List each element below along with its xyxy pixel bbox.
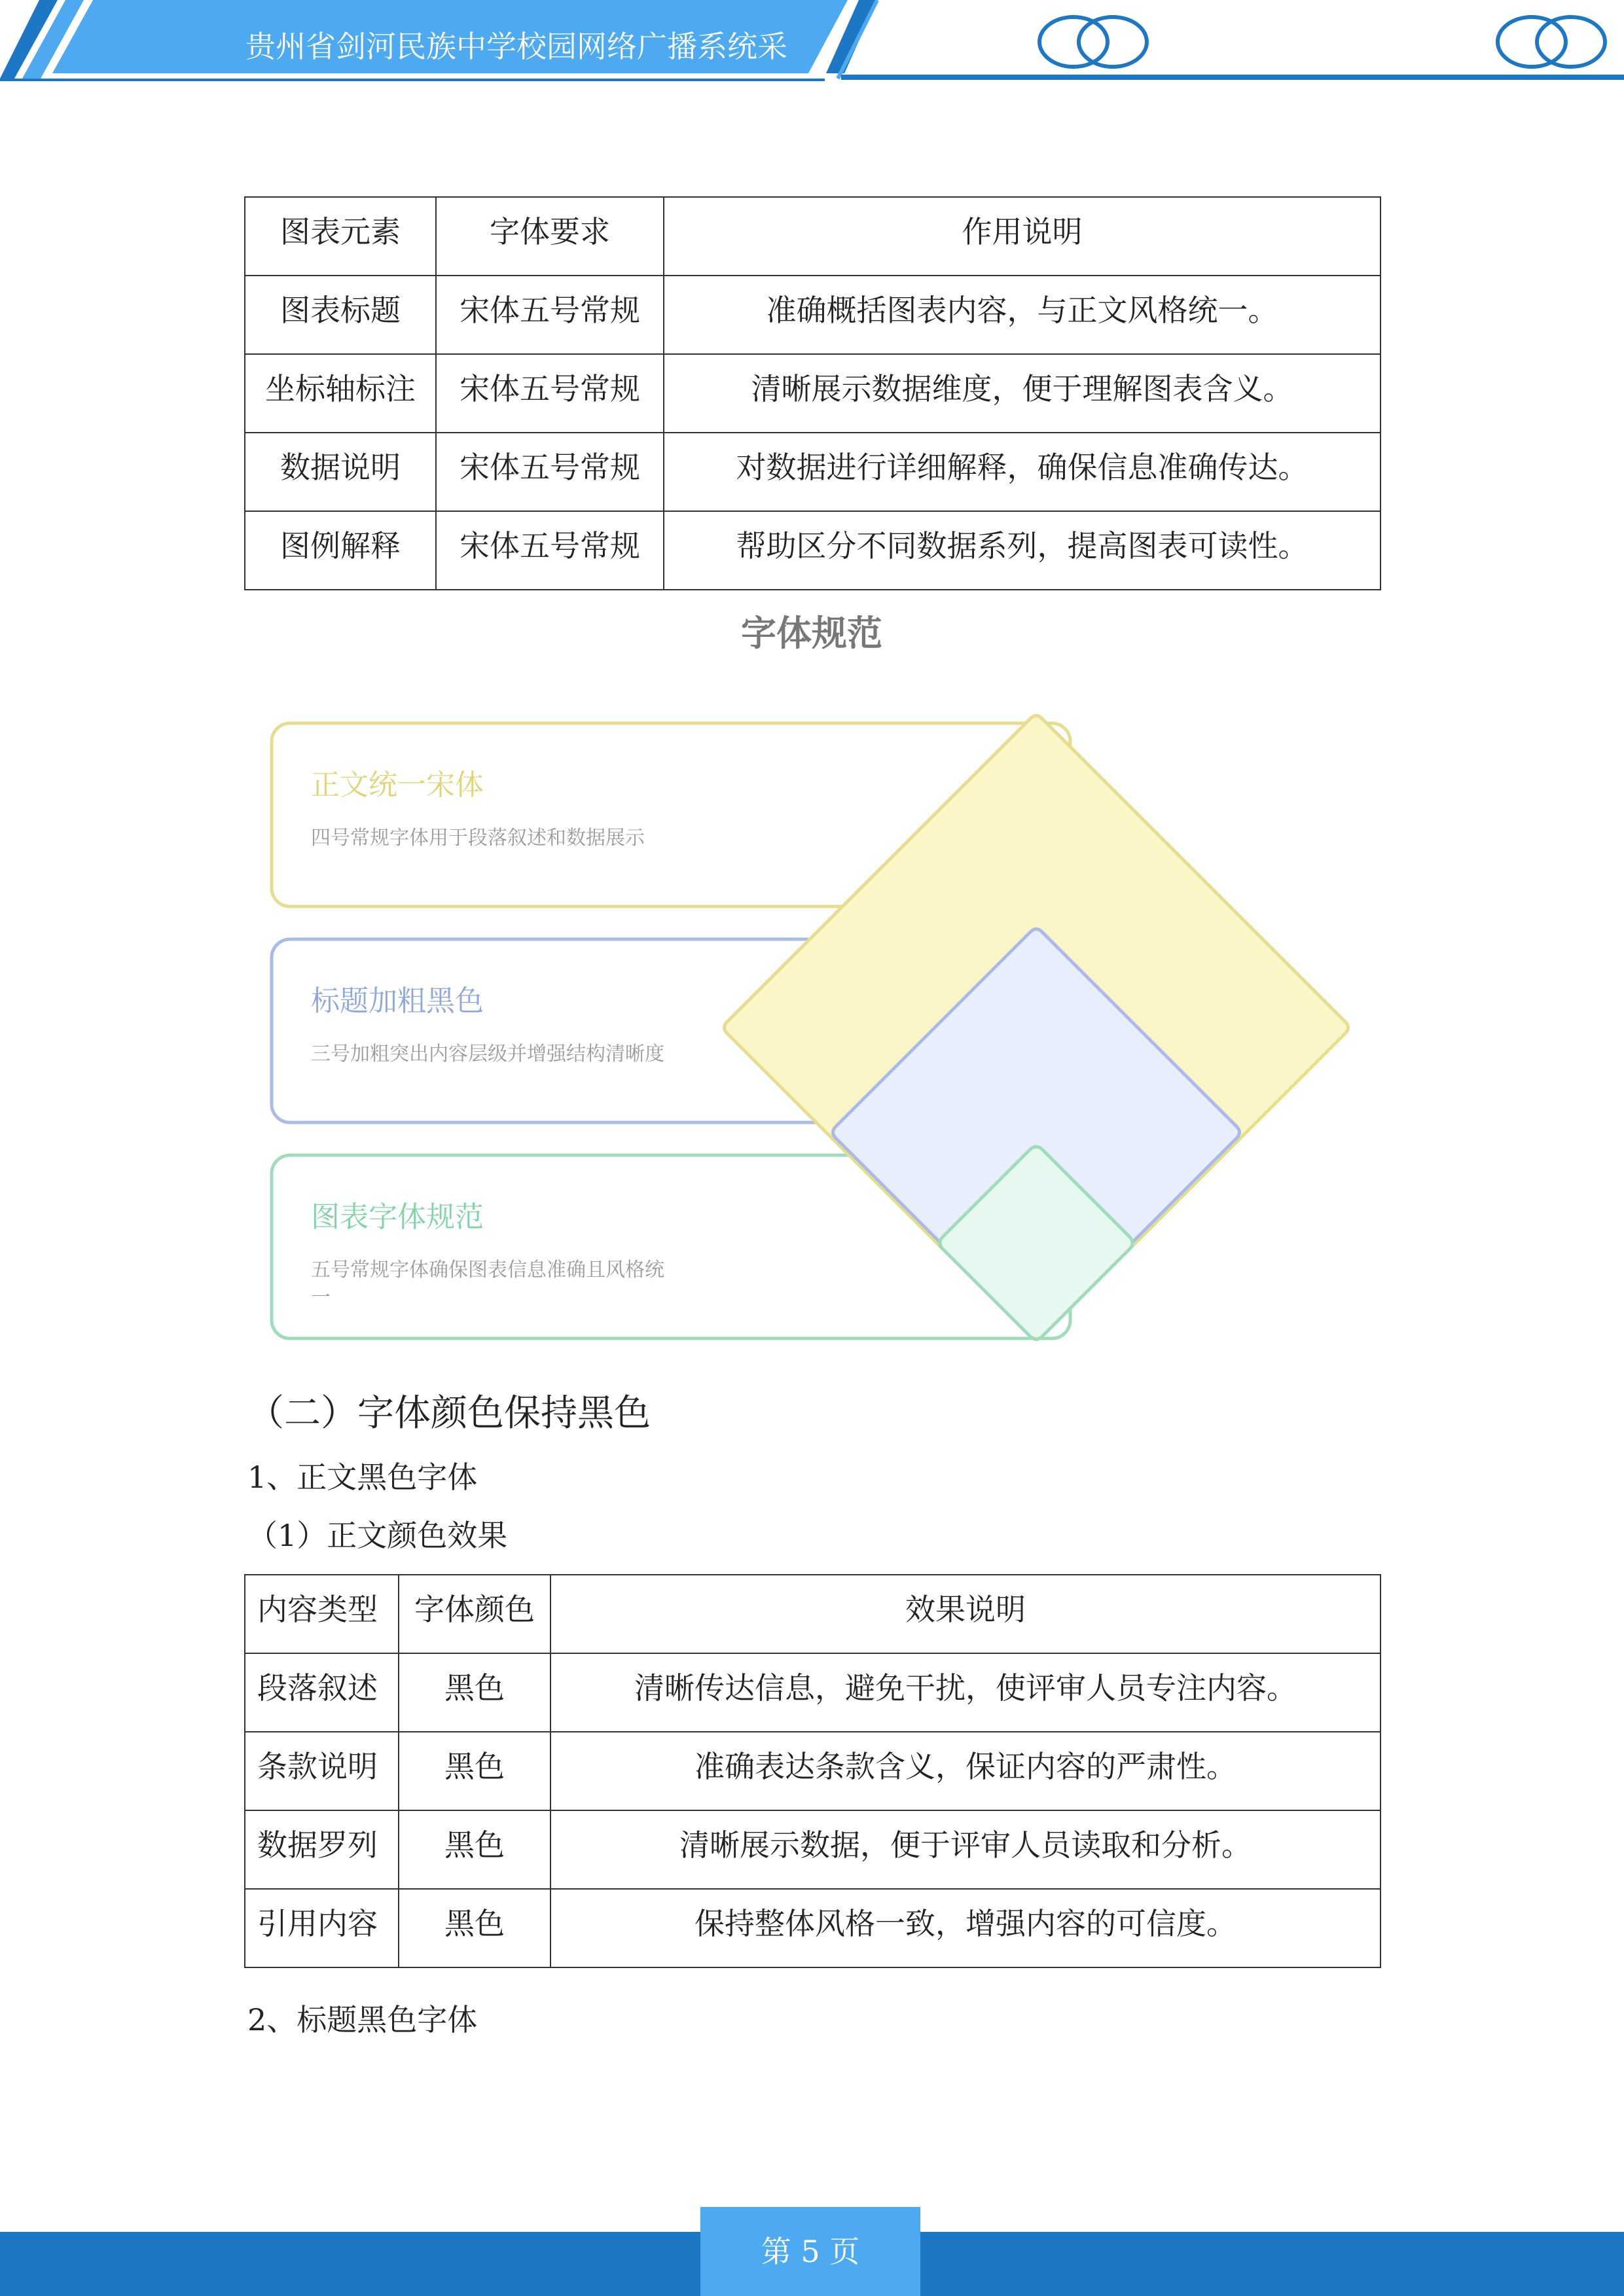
table-cell: 宋体五号常规 bbox=[436, 433, 664, 511]
color-table bbox=[244, 1574, 1381, 1968]
subheading-body-color-effect: （1）正文颜色效果 bbox=[247, 1518, 508, 1553]
card-title-body-font: 正文统一宋体 bbox=[311, 768, 484, 802]
table-row bbox=[245, 1732, 1380, 1810]
table-cell: 条款说明 bbox=[245, 1732, 399, 1810]
table-row bbox=[245, 354, 1380, 433]
table-row bbox=[245, 1810, 1380, 1889]
column-header: 字体颜色 bbox=[399, 1575, 550, 1653]
table-cell: 清晰展示数据，便于评审人员读取和分析。 bbox=[550, 1810, 1380, 1889]
card-desc-body-font: 四号常规字体用于段落叙述和数据展示 bbox=[311, 827, 645, 850]
table-header-row bbox=[245, 1575, 1380, 1653]
table-cell: 图例解释 bbox=[245, 511, 436, 590]
table-cell: 引用内容 bbox=[245, 1889, 399, 1967]
page-number: 第 5 页 bbox=[700, 2207, 920, 2296]
table-cell: 数据说明 bbox=[245, 433, 436, 511]
card-title-chart-font: 图表字体规范 bbox=[311, 1200, 484, 1234]
card-desc-chart-font: 五号常规字体确保图表信息准确且风格统一 bbox=[311, 1259, 664, 1309]
subheading-body-black: 1、正文黑色字体 bbox=[247, 1460, 478, 1495]
table-header-row bbox=[245, 197, 1380, 276]
column-header: 图表元素 bbox=[245, 197, 436, 276]
column-header: 字体要求 bbox=[436, 197, 664, 276]
column-header: 效果说明 bbox=[550, 1575, 1380, 1653]
table-cell: 黑色 bbox=[399, 1732, 550, 1810]
column-header: 内容类型 bbox=[245, 1575, 399, 1653]
table-cell: 图表标题 bbox=[245, 276, 436, 354]
table-cell: 坐标轴标注 bbox=[245, 354, 436, 433]
table-cell: 清晰展示数据维度，便于理解图表含义。 bbox=[664, 354, 1380, 433]
table-cell: 段落叙述 bbox=[245, 1653, 399, 1732]
card-desc-heading-font: 三号加粗突出内容层级并增强结构清晰度 bbox=[311, 1043, 664, 1066]
table-cell: 对数据进行详细解释，确保信息准确传达。 bbox=[664, 433, 1380, 511]
table-cell: 数据罗列 bbox=[245, 1810, 399, 1889]
table-cell: 宋体五号常规 bbox=[436, 276, 664, 354]
rings-icon bbox=[1039, 17, 1147, 67]
table-cell: 帮助区分不同数据系列，提高图表可读性。 bbox=[664, 511, 1380, 590]
table-row bbox=[245, 1653, 1380, 1732]
table-row bbox=[245, 511, 1380, 590]
table-row bbox=[245, 276, 1380, 354]
table-cell: 宋体五号常规 bbox=[436, 354, 664, 433]
card-title-heading-font: 标题加粗黑色 bbox=[311, 984, 484, 1018]
font-table bbox=[244, 196, 1381, 590]
subheading-title-black: 2、标题黑色字体 bbox=[247, 2002, 478, 2037]
column-header: 作用说明 bbox=[664, 197, 1380, 276]
table-cell: 准确表达条款含义，保证内容的严肃性。 bbox=[550, 1732, 1380, 1810]
table-cell: 宋体五号常规 bbox=[436, 511, 664, 590]
table-cell: 黑色 bbox=[399, 1653, 550, 1732]
rings-icon bbox=[1498, 17, 1605, 67]
section-heading: （二）字体颜色保持黑色 bbox=[247, 1392, 651, 1435]
table-cell: 黑色 bbox=[399, 1810, 550, 1889]
table-cell: 保持整体风格一致，增强内容的可信度。 bbox=[550, 1889, 1380, 1967]
header-title: 贵州省剑河民族中学校园网络广播系统采 bbox=[245, 29, 787, 64]
table-cell: 清晰传达信息，避免干扰，使评审人员专注内容。 bbox=[550, 1653, 1380, 1732]
table-cell: 准确概括图表内容，与正文风格统一。 bbox=[664, 276, 1380, 354]
table-row bbox=[245, 1889, 1380, 1967]
page-header bbox=[0, 0, 1624, 92]
figure-diagram bbox=[249, 602, 1375, 1355]
table-row bbox=[245, 433, 1380, 511]
table-cell: 黑色 bbox=[399, 1889, 550, 1967]
figure-title: 字体规范 bbox=[741, 613, 882, 654]
font-spec-figure bbox=[249, 602, 1375, 1355]
